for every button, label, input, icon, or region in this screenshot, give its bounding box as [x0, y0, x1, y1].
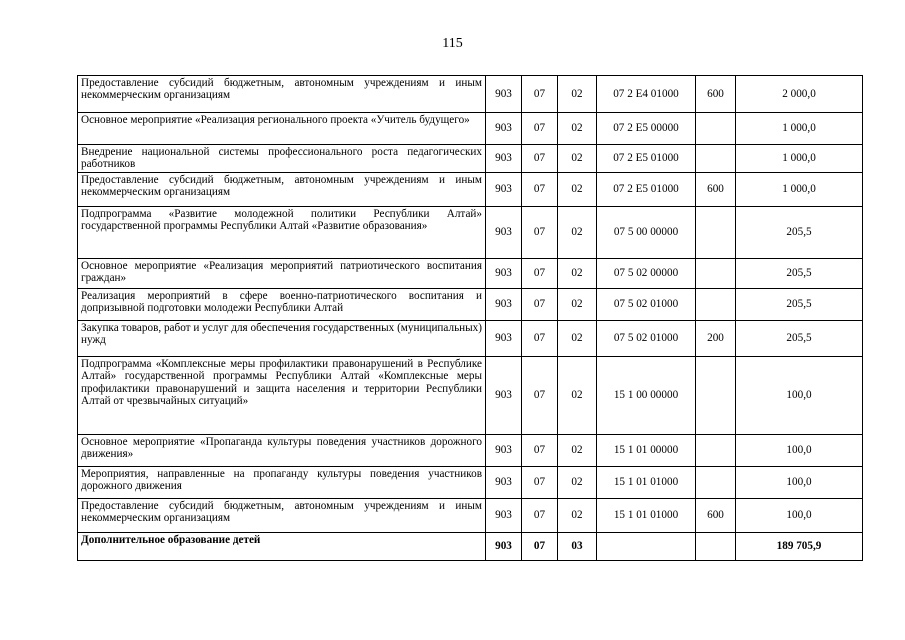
cell-name: Реализация мероприятий в сфере военно-патриотического воспитания и допризывной подготовки молодежи Республики Алтай	[78, 289, 486, 321]
cell-expense-type	[696, 533, 736, 561]
cell-expense-type	[696, 467, 736, 499]
cell-expense-type: 600	[696, 76, 736, 113]
cell-section: 07	[522, 113, 558, 145]
cell-expense-type	[696, 207, 736, 259]
cell-subsection: 02	[558, 499, 597, 533]
cell-amount: 1 000,0	[736, 113, 863, 145]
cell-expense-type: 600	[696, 499, 736, 533]
cell-expense-type: 600	[696, 173, 736, 207]
cell-section: 07	[522, 435, 558, 467]
table-row	[78, 145, 863, 173]
cell-subsection: 02	[558, 173, 597, 207]
table-row	[78, 533, 863, 561]
table-row	[78, 357, 863, 435]
cell-name: Предоставление субсидий бюджетным, автономным учреждениям и иным некоммерческим организациям	[78, 76, 486, 113]
table-row	[78, 173, 863, 207]
cell-grbs: 903	[486, 207, 522, 259]
cell-target-article: 07 5 00 00000	[597, 207, 696, 259]
cell-target-article: 07 5 02 01000	[597, 321, 696, 357]
table-row	[78, 76, 863, 113]
cell-name: Предоставление субсидий бюджетным, автономным учреждениям и иным некоммерческим организациям	[78, 499, 486, 533]
cell-target-article: 07 2 Е5 00000	[597, 113, 696, 145]
budget-table	[77, 75, 863, 561]
cell-expense-type	[696, 435, 736, 467]
cell-grbs: 903	[486, 173, 522, 207]
cell-amount: 2 000,0	[736, 76, 863, 113]
cell-target-article: 15 1 01 01000	[597, 499, 696, 533]
cell-section: 07	[522, 145, 558, 173]
cell-amount: 100,0	[736, 499, 863, 533]
table-row	[78, 113, 863, 145]
cell-grbs: 903	[486, 289, 522, 321]
table-row	[78, 321, 863, 357]
cell-target-article	[597, 533, 696, 561]
cell-name: Внедрение национальной системы профессионального роста педагогических работников	[78, 145, 486, 173]
page-number: 115	[442, 36, 463, 51]
cell-section: 07	[522, 499, 558, 533]
cell-grbs: 903	[486, 259, 522, 289]
cell-grbs: 903	[486, 533, 522, 561]
cell-target-article: 07 2 Е5 01000	[597, 173, 696, 207]
cell-section: 07	[522, 357, 558, 435]
cell-target-article: 07 2 Е4 01000	[597, 76, 696, 113]
table-row	[78, 467, 863, 499]
cell-name: Подпрограмма «Развитие молодежной политики Республики Алтай» государственной программы Республики Алтай «Развитие образования»	[78, 207, 486, 259]
cell-subsection: 02	[558, 357, 597, 435]
cell-section: 07	[522, 533, 558, 561]
cell-section: 07	[522, 173, 558, 207]
cell-target-article: 15 1 01 01000	[597, 467, 696, 499]
cell-section: 07	[522, 321, 558, 357]
cell-target-article: 07 2 Е5 01000	[597, 145, 696, 173]
cell-expense-type	[696, 113, 736, 145]
cell-subsection: 02	[558, 321, 597, 357]
cell-subsection: 02	[558, 76, 597, 113]
cell-name: Предоставление субсидий бюджетным, автономным учреждениям и иным некоммерческим организациям	[78, 173, 486, 207]
cell-amount: 1 000,0	[736, 173, 863, 207]
cell-name: Основное мероприятие «Пропаганда культуры поведения участников дорожного движения»	[78, 435, 486, 467]
cell-grbs: 903	[486, 145, 522, 173]
cell-section: 07	[522, 467, 558, 499]
cell-amount: 1 000,0	[736, 145, 863, 173]
cell-amount: 205,5	[736, 259, 863, 289]
cell-name: Мероприятия, направленные на пропаганду культуры поведения участников дорожного движения	[78, 467, 486, 499]
cell-expense-type	[696, 357, 736, 435]
cell-target-article: 07 5 02 01000	[597, 289, 696, 321]
cell-section: 07	[522, 289, 558, 321]
cell-expense-type: 200	[696, 321, 736, 357]
cell-expense-type	[696, 259, 736, 289]
cell-subsection: 03	[558, 533, 597, 561]
cell-amount: 100,0	[736, 357, 863, 435]
cell-name: Дополнительное образование детей	[78, 533, 486, 561]
cell-subsection: 02	[558, 207, 597, 259]
table-row	[78, 435, 863, 467]
cell-amount: 205,5	[736, 289, 863, 321]
cell-amount: 100,0	[736, 467, 863, 499]
cell-subsection: 02	[558, 289, 597, 321]
cell-section: 07	[522, 207, 558, 259]
cell-grbs: 903	[486, 499, 522, 533]
cell-amount: 205,5	[736, 207, 863, 259]
cell-grbs: 903	[486, 321, 522, 357]
cell-subsection: 02	[558, 467, 597, 499]
cell-subsection: 02	[558, 145, 597, 173]
table-row	[78, 207, 863, 259]
table-row	[78, 499, 863, 533]
cell-grbs: 903	[486, 76, 522, 113]
cell-name: Основное мероприятие «Реализация мероприятий патриотического воспитания граждан»	[78, 259, 486, 289]
cell-amount: 205,5	[736, 321, 863, 357]
cell-name: Основное мероприятие «Реализация регионального проекта «Учитель будущего»	[78, 113, 486, 145]
cell-target-article: 07 5 02 00000	[597, 259, 696, 289]
cell-subsection: 02	[558, 259, 597, 289]
cell-name: Закупка товаров, работ и услуг для обеспечения государственных (муниципальных) нужд	[78, 321, 486, 357]
cell-name: Подпрограмма «Комплексные меры профилактики правонарушений в Республике Алтай» государственной программы Республики Алтай «Комплексные меры профилактики правонарушений и защита населения и территории Республики Алтай от чрезвычайных ситуаций»	[78, 357, 486, 435]
cell-expense-type	[696, 145, 736, 173]
cell-target-article: 15 1 00 00000	[597, 357, 696, 435]
cell-grbs: 903	[486, 113, 522, 145]
table-row	[78, 289, 863, 321]
table-row	[78, 259, 863, 289]
cell-grbs: 903	[486, 435, 522, 467]
cell-target-article: 15 1 01 00000	[597, 435, 696, 467]
cell-section: 07	[522, 259, 558, 289]
cell-subsection: 02	[558, 435, 597, 467]
cell-amount: 100,0	[736, 435, 863, 467]
cell-section: 07	[522, 76, 558, 113]
cell-subsection: 02	[558, 113, 597, 145]
cell-amount: 189 705,9	[736, 533, 863, 561]
cell-grbs: 903	[486, 467, 522, 499]
cell-grbs: 903	[486, 357, 522, 435]
cell-expense-type	[696, 289, 736, 321]
